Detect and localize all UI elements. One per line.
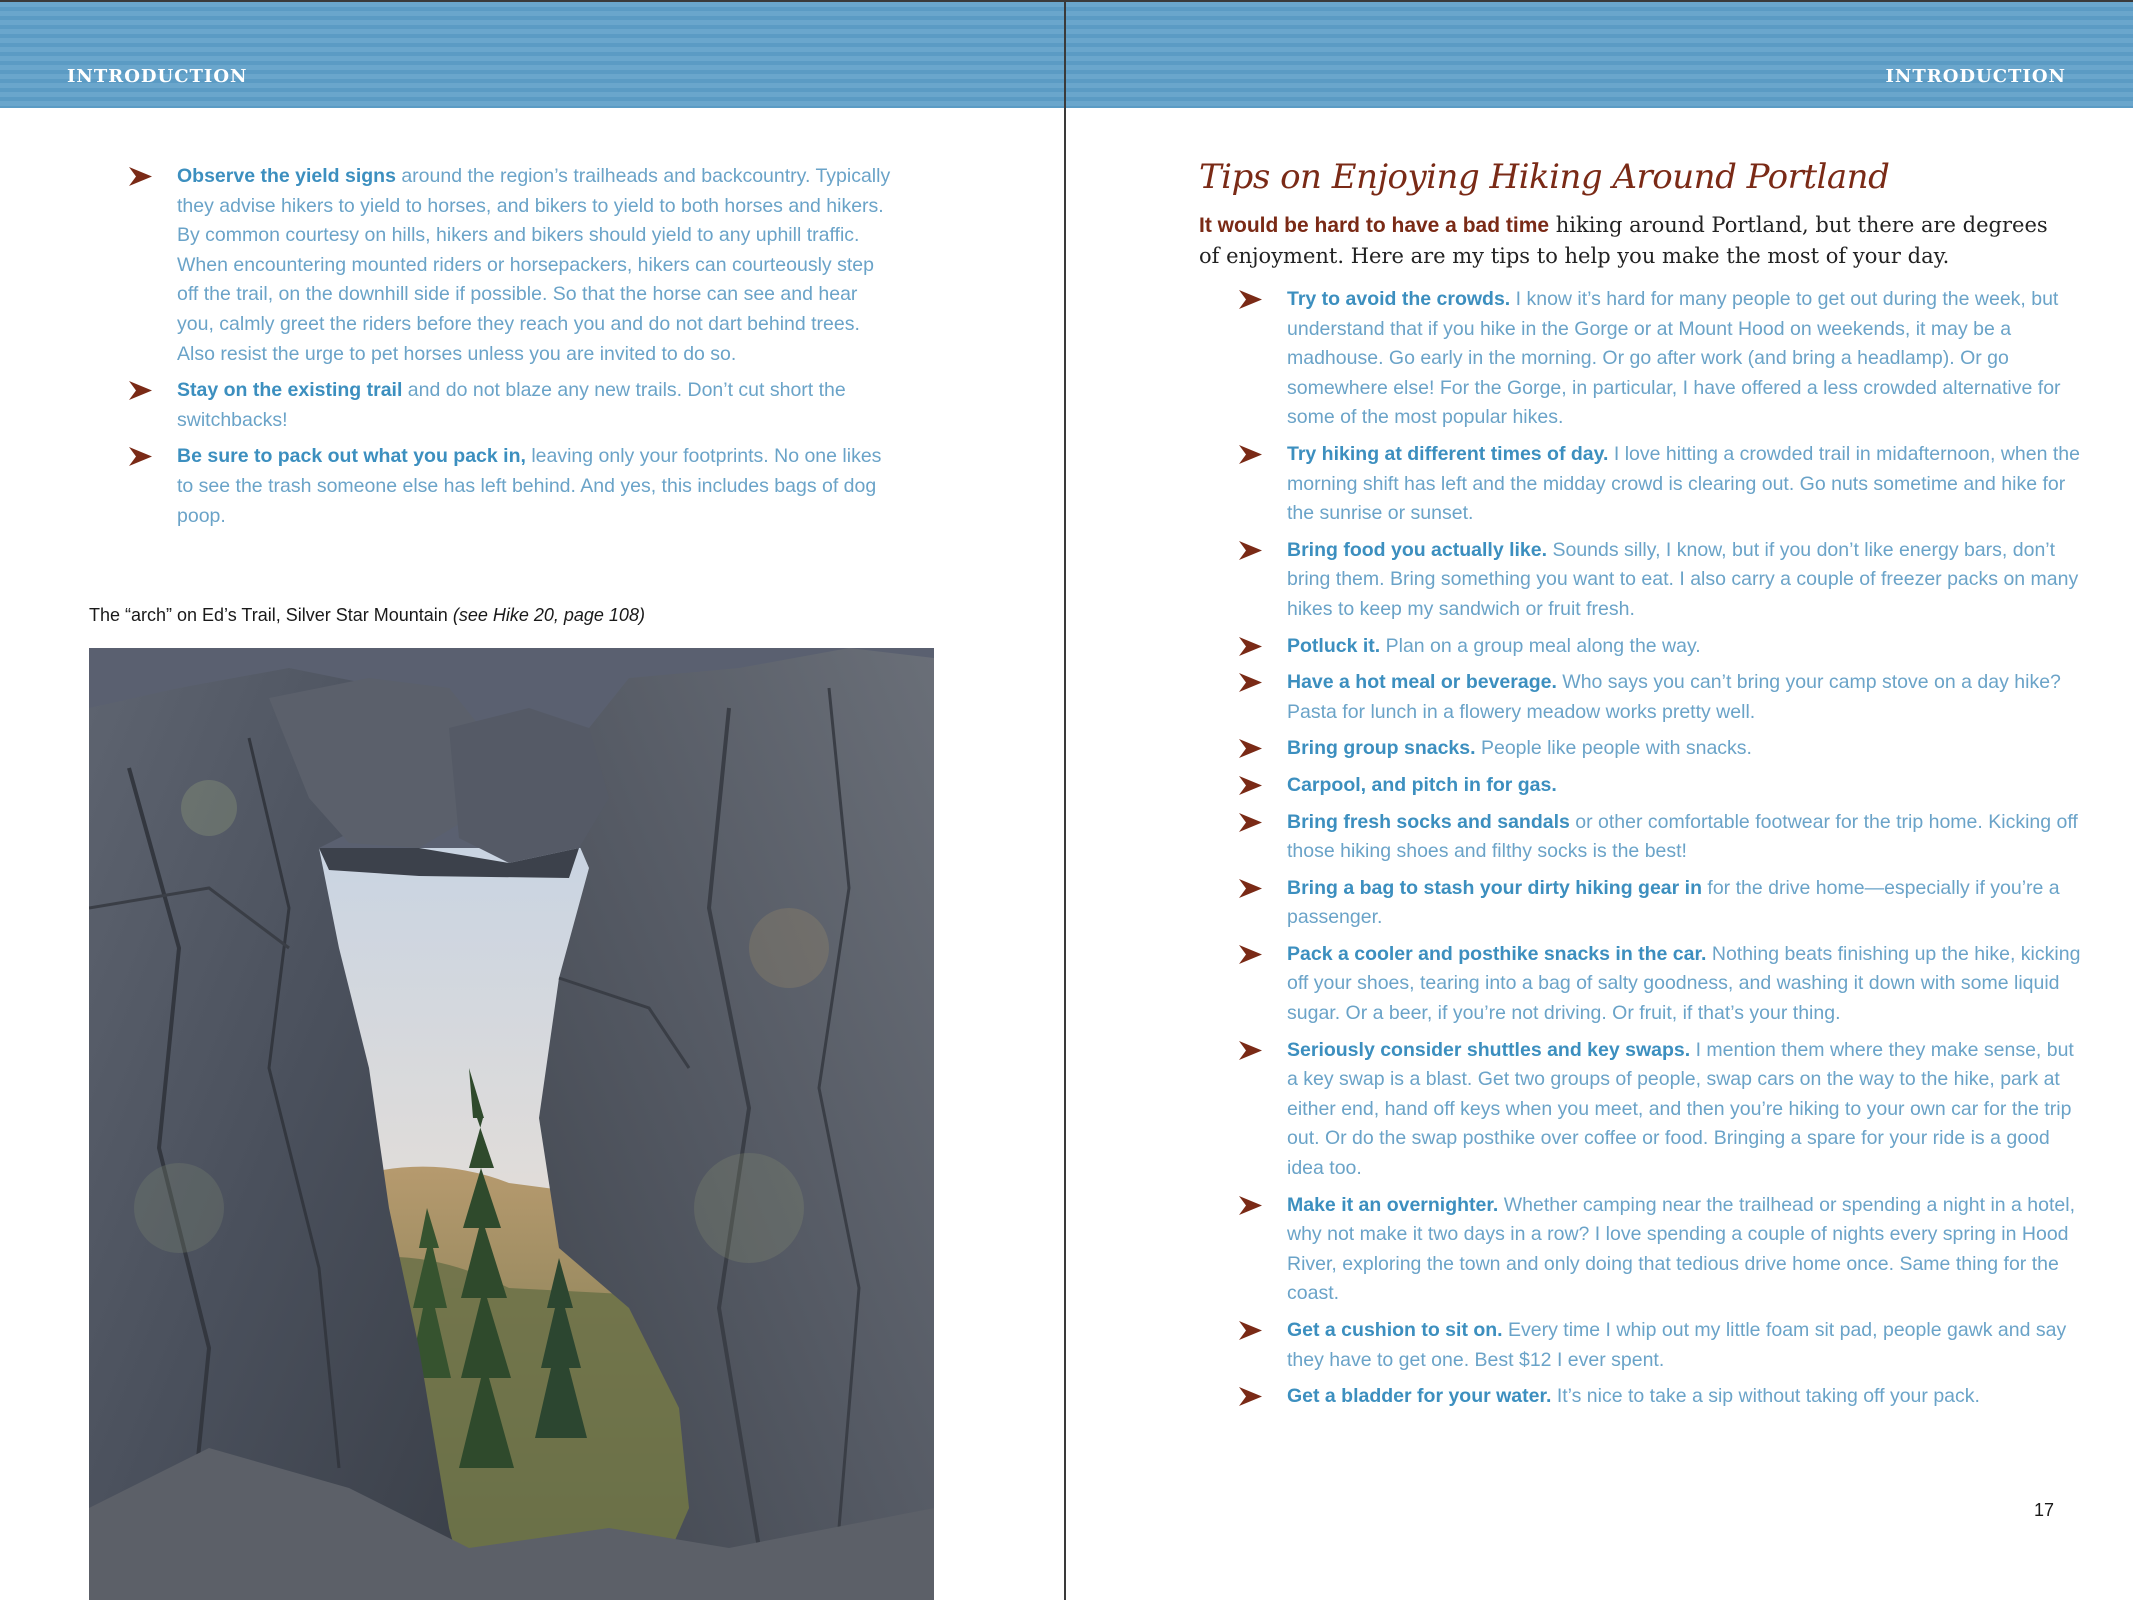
bullet-lead: Bring a bag to stash your dirty hiking gear in [1287, 876, 1702, 899]
arrowhead-bullet-icon [1239, 637, 1262, 656]
bullet-text: I love hitting a crowded trail in midafternoon, when the morning shift has left and the midday crowd is clearing out. Go nuts sometime and hike for the sunrise or sunset. [1287, 442, 2080, 525]
bullet-lead: Be sure to pack out what you pack in, [177, 445, 526, 468]
arrowhead-bullet-icon [129, 381, 152, 400]
section-title: Tips on Enjoying Hiking Around Portland [1199, 157, 1890, 197]
caption-reference: (see Hike 20, page 108) [452, 605, 645, 625]
bullet-text: People like people with snacks. [1475, 737, 1752, 760]
bullet-lead: Get a cushion to sit on. [1287, 1319, 1503, 1341]
bullet-text: around the region’s trailheads and backcountry. Typically they advise hikers to yield to horses, and bikers to yield to both horses and hikers. By common courtesy on hills, hikers and bikers should yield to any uphill traffic. When encountering mounted riders or horsepackers, hikers can courteously step off the trail, on the downhill side if possible. So that the horse can see and hear you, calmly greet the riders before they reach you and do not dart behind trees. Also resist the urge to pet horses unless you are invited to do so. [177, 165, 891, 365]
bullet-lead: Observe the yield signs [177, 165, 396, 187]
arrowhead-bullet-icon [1239, 1196, 1262, 1215]
bullet-lead: Get a bladder for your water. [1287, 1385, 1552, 1408]
arrowhead-bullet-icon [1239, 445, 1262, 464]
arrowhead-bullet-icon [129, 447, 152, 466]
bullet-lead: Stay on the existing trail [177, 379, 403, 402]
photo-caption [89, 605, 645, 626]
intro-lead: It would be hard to have a bad time [1199, 214, 1550, 237]
bullet-lead: Carpool, and pitch in for gas. [1287, 773, 1557, 796]
bullet-text: Sounds silly, I know, but if you don’t like energy bars, don’t bring them. Bring something you want to eat. I also carry a couple of freezer packs on many hikes to keep my sandwich or fruit fresh. [1287, 538, 2079, 620]
bullet-text: It’s nice to take a sip without taking off your pack. [1551, 1385, 1980, 1408]
bullet-lead: Seriously consider shuttles and key swaps. [1287, 1038, 1691, 1061]
bullet-text: Nothing beats finishing up the hike, kicking off your shoes, tearing into a bag of salty goodness, and washing it down with some liquid sugar. Or a beer, if you’re not driving. Or fruit, if that’s your thing. [1287, 942, 2081, 1025]
bullet-text: leaving only your footprints. No one likes to see the trash someone else has left behind. And yes, this includes bags of dog poop. [177, 445, 882, 527]
left-bullet-item [129, 442, 899, 531]
caption-text: The “arch” on Ed’s Trail, Silver Star Mountain [89, 605, 453, 625]
left-bullet-list [129, 162, 899, 538]
right-bullet-item [1239, 440, 2089, 529]
left-bullet-item [129, 162, 899, 369]
right-page [1066, 0, 2133, 1600]
right-header-title: INTRODUCTION [1885, 66, 2066, 87]
right-bullet-item [1239, 808, 2089, 867]
right-bullet-item [1239, 940, 2089, 1029]
arrowhead-bullet-icon [129, 167, 152, 186]
bullet-text: I know it’s hard for many people to get out during the week, but understand that if you hike in the Gorge or at Mount Hood on weekends, it may be a madhouse. Go early in the morning. Or go after work (and bring a headlamp). Or go somewhere else! For the Gorge, in particular, I have offered a less crowded alternative for some of the most popular hikes. [1287, 288, 2061, 429]
bullet-lead: Bring group snacks. [1287, 737, 1476, 760]
left-header-title: INTRODUCTION [67, 66, 248, 87]
right-bullet-list [1239, 285, 2089, 1419]
page-number: 17 [2033, 1500, 2054, 1520]
bullet-lead: Pack a cooler and posthike snacks in the car. [1287, 942, 1707, 965]
bullet-text: for the drive home—especially if you’re a passenger. [1287, 876, 2060, 929]
bullet-text: or other comfortable footwear for the trip home. Kicking off those hiking shoes and filthy socks is the best! [1287, 810, 2078, 863]
bullet-text: Whether camping near the trailhead or spending a night in a hotel, why not make it two days in a row? I love spending a couple of nights every spring in Hood River, exploring the town and only doing that tedious drive home once. Same thing for the coast. [1287, 1193, 2076, 1305]
arrowhead-bullet-icon [1239, 1387, 1262, 1406]
arrowhead-bullet-icon [1239, 813, 1262, 832]
arrowhead-bullet-icon [1239, 879, 1262, 898]
right-bullet-item [1239, 285, 2089, 433]
arrowhead-bullet-icon [1239, 776, 1262, 795]
arrowhead-bullet-icon [1239, 739, 1262, 758]
bullet-text: I mention them where they make sense, but a key swap is a blast. Get two groups of people, swap cars on the way to the hike, park at either end, hand off keys when you meet, and then you’re hiking to your own car for the trip out. Or do the swap posthike over coffee or food. Bringing a spare for your ride is a good idea too. [1287, 1038, 2074, 1180]
arrowhead-bullet-icon [1239, 1321, 1262, 1340]
bullet-lead: Try hiking at different times of day. [1287, 442, 1609, 465]
bullet-text: Who says you can’t bring your camp stove on a day hike? Pasta for lunch in a flowery meadow works pretty well. [1287, 671, 2061, 723]
right-bullet-item [1239, 632, 2089, 662]
right-bullet-item [1239, 1316, 2089, 1375]
right-bullet-item [1239, 874, 2089, 933]
right-bullet-item [1239, 536, 2089, 625]
left-page [0, 0, 1066, 1600]
intro-text: hiking around Portland, but there are degrees of enjoyment. Here are my tips to help you make the most of your day. [1199, 213, 2048, 268]
left-running-header [0, 0, 1064, 108]
intro-paragraph [1199, 210, 2049, 272]
left-bullet-item [129, 376, 899, 435]
right-bullet-item [1239, 668, 2089, 727]
bullet-lead: Bring food you actually like. [1287, 538, 1548, 561]
right-bullet-item [1239, 734, 2089, 764]
bullet-lead: Have a hot meal or beverage. [1287, 671, 1557, 694]
arrowhead-bullet-icon [1239, 290, 1262, 309]
arrowhead-bullet-icon [1239, 541, 1262, 560]
bullet-lead: Try to avoid the crowds. [1287, 288, 1511, 310]
right-bullet-item [1239, 1191, 2089, 1309]
right-bullet-item [1239, 771, 2089, 801]
arrowhead-bullet-icon [1239, 673, 1262, 692]
arrowhead-bullet-icon [1239, 945, 1262, 964]
bullet-lead: Bring fresh socks and sandals [1287, 810, 1570, 833]
right-running-header [1066, 0, 2133, 108]
right-bullet-item [1239, 1036, 2089, 1184]
arch-photo [89, 648, 934, 1600]
bullet-lead: Potluck it. [1287, 634, 1381, 657]
bullet-text: and do not blaze any new trails. Don’t cut short the switchbacks! [177, 379, 846, 431]
bullet-lead: Make it an overnighter. [1287, 1193, 1499, 1216]
bullet-text: Every time I whip out my little foam sit pad, people gawk and say they have to get one. Best $12 I ever spent. [1287, 1319, 2067, 1371]
right-bullet-item [1239, 1382, 2089, 1412]
arrowhead-bullet-icon [1239, 1041, 1262, 1060]
bullet-text: Plan on a group meal along the way. [1380, 634, 1701, 657]
